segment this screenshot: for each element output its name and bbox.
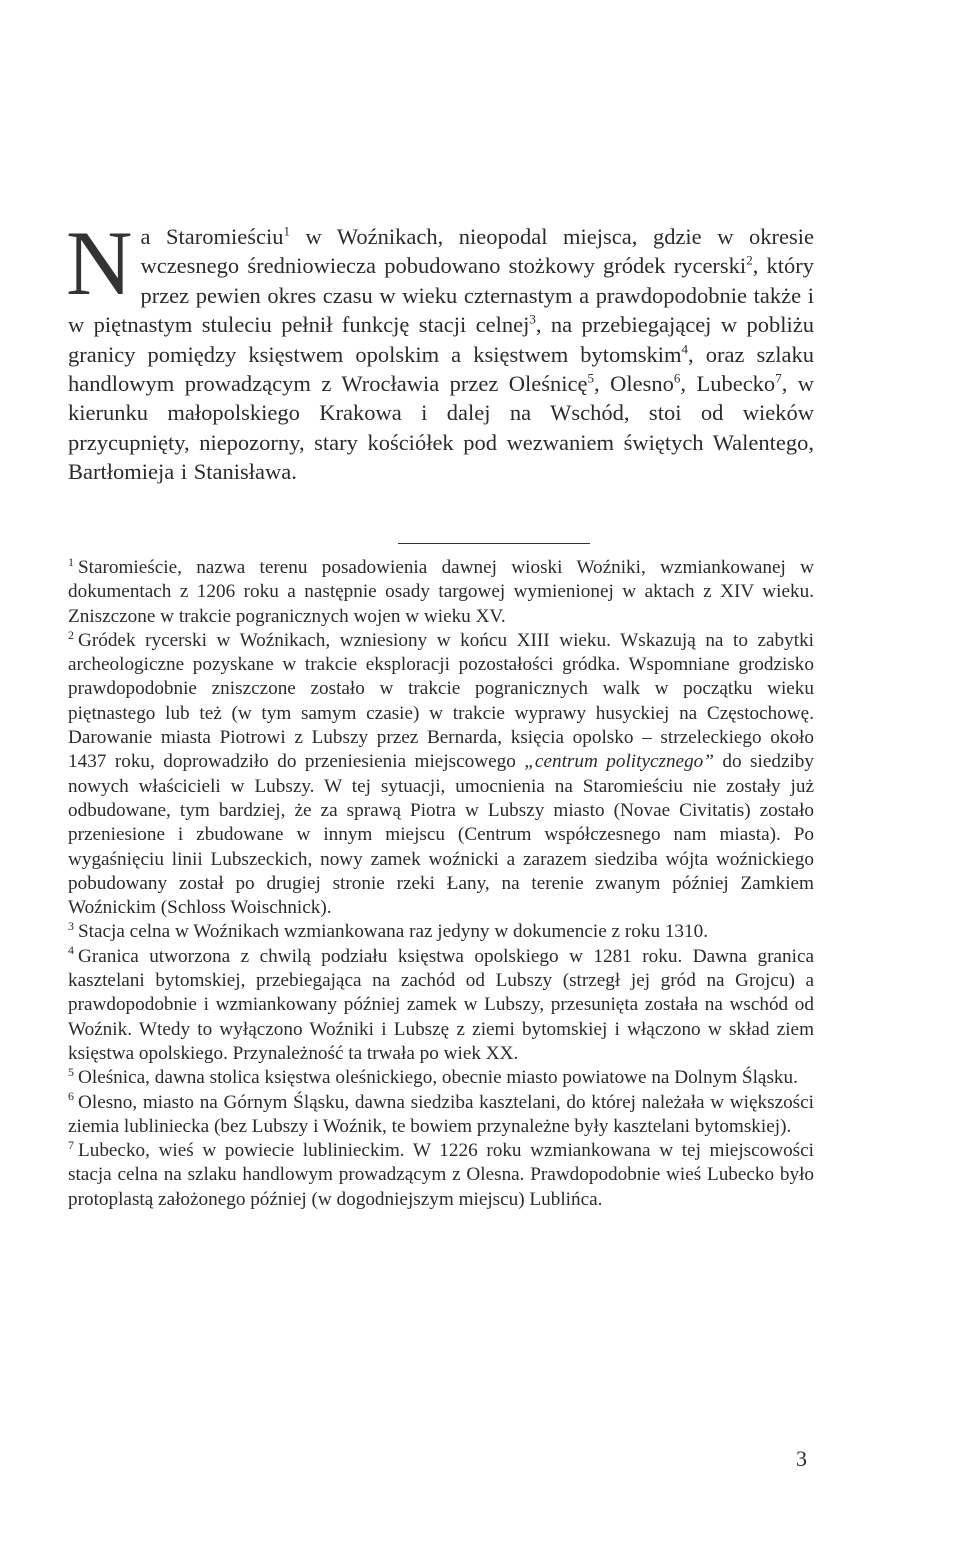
footnote-reference: 7 [775,370,782,386]
footnote-number: 5 [68,1064,74,1079]
footnote-reference: 4 [681,341,689,357]
main-text-segment: , oraz szlaku handlowym prowadzącym z Wrocławia przez Oleśnicę [68,341,814,397]
footnote-reference: 1 [283,223,290,239]
footnote-4 [68,945,814,1066]
main-paragraph [66,212,815,487]
main-text-segment: , Lubecko [680,371,776,397]
footnote-reference: 3 [529,311,536,327]
main-text-segment: , Olesno [594,371,674,397]
footnote-italic-text: „centrum politycznego” [524,751,714,773]
footnote-2 [68,629,814,921]
footnote-reference: 2 [746,252,753,268]
main-paragraph-body [66,212,815,485]
footnote-number: 1 [68,554,74,569]
footnote-number: 7 [68,1137,74,1152]
footnote-number: 6 [68,1089,74,1104]
footnote-3 [68,920,814,944]
footnote-text: Oleśnica, dawna stolica księstwa oleśnickiego, obecnie miasto powiatowe na Dolnym Śląsku. [78,1067,798,1089]
footnote-reference: 5 [587,370,595,386]
main-text-segment: , który przez pewien okres czasu w wieku czternastym a prawdopodobnie także i w piętnastym stuleciu pełnił funkcję stacji celnej [68,253,814,338]
footnote-text: Staromieście, nazwa terenu posadowienia dawnej wioski Woźniki, wzmiankowanej w dokumentach z 1206 roku a następnie osady targowej wymienionej w aktach z XIV wieku. Zniszczone w trakcie pogranicznych wojen w wieku XV. [68,557,814,627]
footnotes-section [68,556,814,1212]
footnote-text: Gródek rycerski w Woźnikach, wzniesiony w końcu XIII wieku. Wskazują na to zabytki archeologiczne pozyskane w trakcie eksploracji pozostałości gródka. Wspomniane grodzisko prawdopodobnie zniszczone zostało w trakcie pogranicznych walk w początku wieku piętnastego lub też (w tym samym czasie) w trakcie wyprawy husyckiej na Częstochowę. Darowanie miasta Piotrowi z Lubszy przez Bernarda, księcia opolsko – strzeleckiego około 1437 roku, doprowadziło do przeniesienia miejscowego [68,629,814,773]
footnote-reference: 6 [673,370,681,386]
footnote-number: 3 [68,919,74,934]
main-text-segment: , w kierunku małopolskiego Krakowa i dalej na Wschód, stoi od wieków przycupnięty, niepozorny, stary kościółek pod wezwaniem świętych Walentego, Bartłomieja i Stanisława. [68,371,815,485]
footnote-number: 2 [68,627,74,642]
page-number: 3 [796,1446,807,1471]
footnote-text: Granica utworzona z chwilą podziału księstwa opolskiego w 1281 roku. Dawna granica kasztelani bytomskiej, przebiegająca na zachód od Lubszy (strzegł jej gród na Grojcu) a prawdopodobnie i wzmiankowany później zamek w Lubszy, przesunięta została na wschód od Woźnik. Wtedy to wyłączono Woźniki i Lubszę z ziemi bytomskiej i włączono w skład ziem księstwa opolskiego. Przynależność ta trwała po wiek XX. [68,945,814,1064]
footnote-text: Olesno, miasto na Górnym Śląsku, dawna siedziba kasztelani, do której należała w większości ziemia lubliniecka (bez Lubszy i Woźnik, te bowiem przynależne były kasztelani bytomskiej). [68,1091,814,1137]
main-text-segment: w Woźnikach, nieopodal miejsca, gdzie w okresie wczesnego średniowiecza pobudowano stożkowy gródek rycerski [140,224,814,279]
footnote-1 [68,556,814,629]
footnote-6 [68,1091,814,1140]
footnote-text: do siedziby nowych właścicieli w Lubszy. W tej sytuacji, umocnienia na Staromieściu nie zostały już odbudowane, tym bardziej, że za sprawą Piotra w Lubszy miasto (Novae Civitatis) zostało przeniesione i zbudowane w innym miejscu (Centrum współczesnego nam miasta). Po wygaśnięciu linii Lubszeckich, nowy zamek woźnicki a zarazem siedziba wójta woźnickiego pobudowany został po drugiej stronie rzeki Łany, na terenie zwanym później Zamkiem Woźnickim (Schloss Woischnick). [68,751,814,919]
footnote-text: Lubecko, wieś w powiecie lublinieckim. W 1226 roku wzmiankowana w tej miejscowości stacja celna na szlaku handlowym prowadzącym z Olesna. Prawdopodobnie wieś Lubecko było protoplastą założonego później (w dogodniejszym miejscu) Lublińca. [68,1140,814,1210]
footnote-5 [68,1066,814,1090]
footnote-text: Stacja celna w Woźnikach wzmiankowana raz jedyny w dokumencie z roku 1310. [78,921,709,943]
main-text-segment: a Staromieściu [140,224,284,249]
footnote-number: 4 [68,943,74,958]
main-text-segment: , na przebiegającej w pobliżu granicy pomiędzy księstwem opolskim a księstwem bytomskim [68,312,814,367]
footnote-separator [398,543,590,544]
drop-cap: N [66,212,133,314]
footnote-7 [68,1139,814,1212]
